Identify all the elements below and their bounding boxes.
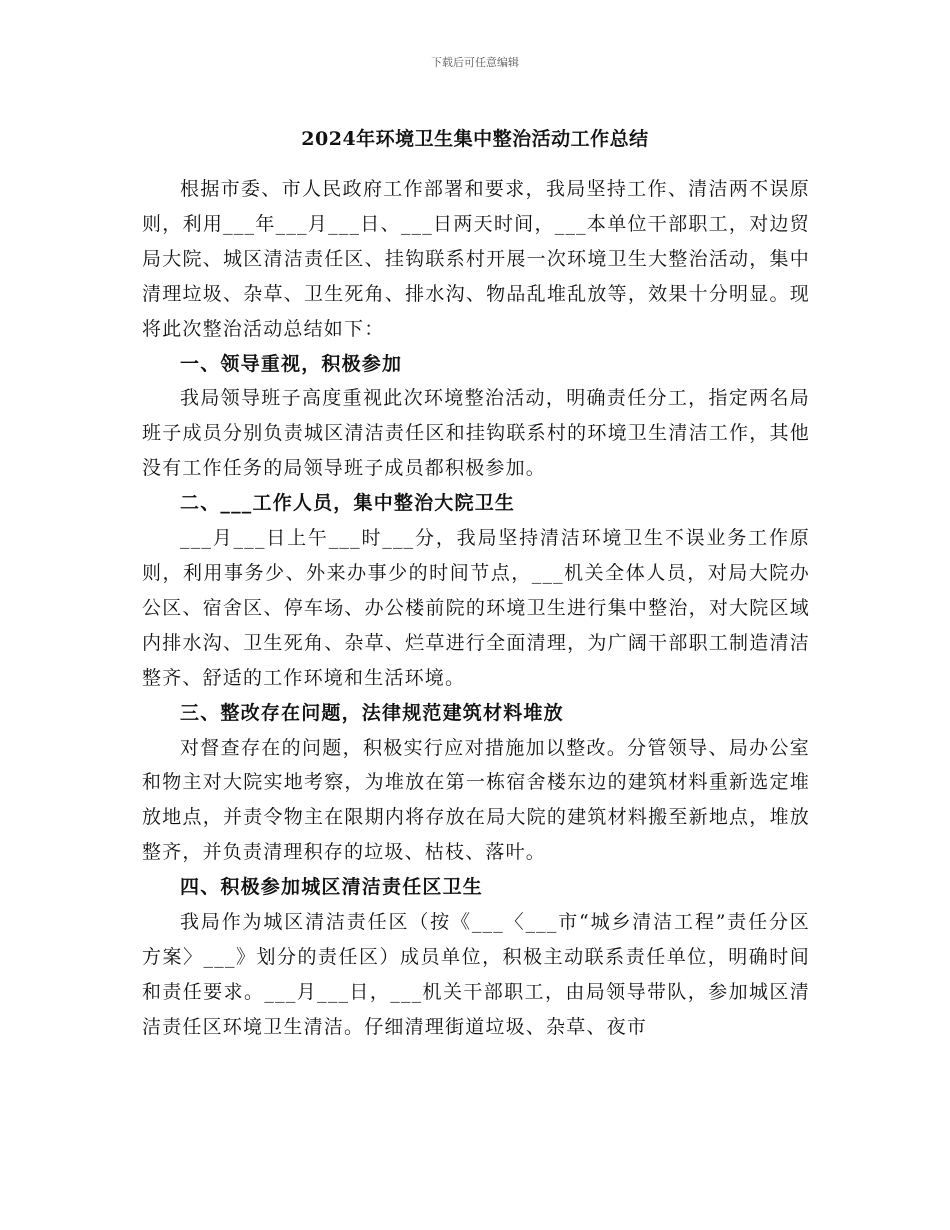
page-header-note: 下载后可任意编辑 bbox=[431, 56, 519, 69]
section-heading-1: 一、领导重视，积极参加 bbox=[180, 352, 403, 375]
section-heading-2: 二、___工作人员，集中整治大院卫生 bbox=[180, 492, 516, 515]
intro-paragraph: 根据市委、市人民政府工作部署和要求，我局坚持工作、清洁两不误原则，利用___年___月___日、___日两天时间，___本单位干部职工，对边贸局大院、城区清洁责任区、挂钩联系村开展一次环境卫生大整治活动，集中清理垃圾、杂草、卫生死角、排水沟、物品乱堆乱放等，效果十分明显。现将此次整治活动总结如下： bbox=[142, 178, 810, 340]
section-heading-4: 四、积极参加城区清洁责任区卫生 bbox=[180, 876, 484, 899]
section-body-2: ___月___日上午___时___分，我局坚持清洁环境卫生不误业务工作原则，利用事务少、外来办事少的时间节点，___机关全体人员，对局大院办公区、宿舍区、停车场、办公楼前院的环境卫生进行集中整治，对大院区域内排水沟、卫生死角、杂草、烂草进行全面清理，为广阔干部职工制造清洁整齐、舒适的工作环境和生活环境。 bbox=[142, 527, 810, 689]
section-body-4: 我局作为城区清洁责任区（按《___〈___市“城乡清洁工程”责任分区方案〉___》划分的责任区）成员单位，积极主动联系责任单位，明确时间和责任要求。___月___日，___机关干部职工，由局领导带队，参加城区清洁责任区环境卫生清洁。仔细清理街道垃圾、杂草、夜市 bbox=[142, 911, 810, 1038]
document-title: 2024年环境卫生集中整治活动工作总结 bbox=[301, 128, 649, 150]
document-body bbox=[142, 172, 810, 1045]
section-body-1: 我局领导班子高度重视此次环境整治活动，明确责任分工，指定两名局班子成员分别负责城区清洁责任区和挂钩联系村的环境卫生清洁工作，其他没有工作任务的局领导班子成员都积极参加。 bbox=[142, 387, 810, 480]
section-body-3: 对督查存在的问题，积极实行应对措施加以整改。分管领导、局办公室和物主对大院实地考察，为堆放在第一栋宿舍楼东边的建筑材料重新选定堆放地点，并责令物主在限期内将存放在局大院的建筑材料搬至新地点，堆放整齐，并负责清理积存的垃圾、枯枝、落叶。 bbox=[142, 736, 810, 864]
section-heading-3: 三、整改存在问题，法律规范建筑材料堆放 bbox=[180, 701, 564, 724]
